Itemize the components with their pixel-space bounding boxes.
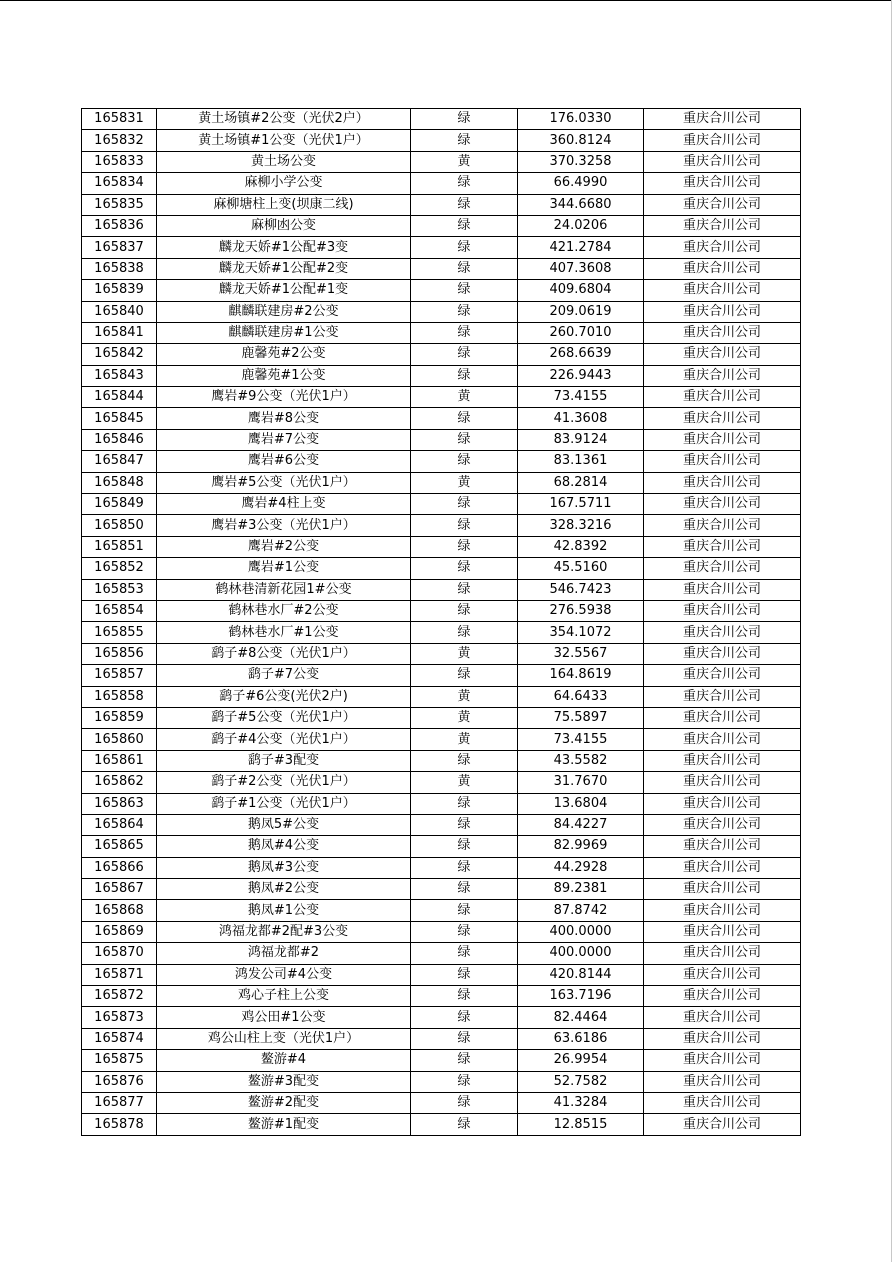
value-cell: 82.9969 xyxy=(518,836,644,857)
company-cell: 重庆合川公司 xyxy=(644,1092,801,1113)
status-cell: 绿 xyxy=(411,622,518,643)
status-cell: 绿 xyxy=(411,986,518,1007)
status-cell: 绿 xyxy=(411,1092,518,1113)
transformer-name-cell: 鹰岩#5公变（光伏1户） xyxy=(157,472,411,493)
status-cell: 绿 xyxy=(411,1114,518,1135)
table-row xyxy=(82,237,801,258)
row-id-cell: 165866 xyxy=(82,857,157,878)
company-cell: 重庆合川公司 xyxy=(644,536,801,557)
transformer-name-cell: 黄土场公变 xyxy=(157,151,411,172)
row-id-cell: 165855 xyxy=(82,622,157,643)
company-cell: 重庆合川公司 xyxy=(644,515,801,536)
status-cell: 绿 xyxy=(411,301,518,322)
transformer-name-cell: 鹰岩#8公变 xyxy=(157,408,411,429)
row-id-cell: 165860 xyxy=(82,729,157,750)
table-row xyxy=(82,173,801,194)
status-cell: 黄 xyxy=(411,707,518,728)
transformer-name-cell: 鹞子#4公变（光伏1户） xyxy=(157,729,411,750)
row-id-cell: 165872 xyxy=(82,986,157,1007)
value-cell: 41.3284 xyxy=(518,1092,644,1113)
value-cell: 82.4464 xyxy=(518,1007,644,1028)
table-row xyxy=(82,322,801,343)
table-row xyxy=(82,515,801,536)
table-row xyxy=(82,1114,801,1135)
company-cell: 重庆合川公司 xyxy=(644,322,801,343)
value-cell: 421.2784 xyxy=(518,237,644,258)
transformer-name-cell: 鹰岩#4柱上变 xyxy=(157,494,411,515)
transformer-name-cell: 鹞子#8公变（光伏1户） xyxy=(157,643,411,664)
status-cell: 绿 xyxy=(411,344,518,365)
transformer-name-cell: 黄土场镇#1公变（光伏1户） xyxy=(157,130,411,151)
value-cell: 226.9443 xyxy=(518,365,644,386)
value-cell: 42.8392 xyxy=(518,536,644,557)
company-cell: 重庆合川公司 xyxy=(644,900,801,921)
table-row xyxy=(82,579,801,600)
transformer-name-cell: 麻柳小学公变 xyxy=(157,173,411,194)
transformer-name-cell: 鹞子#7公变 xyxy=(157,665,411,686)
value-cell: 167.5711 xyxy=(518,494,644,515)
value-cell: 26.9954 xyxy=(518,1050,644,1071)
table-row xyxy=(82,772,801,793)
company-cell: 重庆合川公司 xyxy=(644,750,801,771)
row-id-cell: 165831 xyxy=(82,109,157,130)
transformer-name-cell: 鹅凤#1公变 xyxy=(157,900,411,921)
status-cell: 黄 xyxy=(411,729,518,750)
transformer-name-cell: 鳌游#1配变 xyxy=(157,1114,411,1135)
value-cell: 32.5567 xyxy=(518,643,644,664)
status-cell: 绿 xyxy=(411,943,518,964)
row-id-cell: 165870 xyxy=(82,943,157,964)
company-cell: 重庆合川公司 xyxy=(644,857,801,878)
table-row xyxy=(82,1007,801,1028)
table-row xyxy=(82,750,801,771)
row-id-cell: 165836 xyxy=(82,215,157,236)
row-id-cell: 165874 xyxy=(82,1028,157,1049)
status-cell: 绿 xyxy=(411,280,518,301)
row-id-cell: 165847 xyxy=(82,451,157,472)
company-cell: 重庆合川公司 xyxy=(644,1114,801,1135)
table-row xyxy=(82,729,801,750)
value-cell: 13.6804 xyxy=(518,793,644,814)
row-id-cell: 165867 xyxy=(82,879,157,900)
transformer-name-cell: 鸡心子柱上公变 xyxy=(157,986,411,1007)
status-cell: 黄 xyxy=(411,643,518,664)
status-cell: 绿 xyxy=(411,921,518,942)
company-cell: 重庆合川公司 xyxy=(644,194,801,215)
value-cell: 164.8619 xyxy=(518,665,644,686)
table-row xyxy=(82,301,801,322)
transformer-name-cell: 鹞子#6公变(光伏2户) xyxy=(157,686,411,707)
company-cell: 重庆合川公司 xyxy=(644,109,801,130)
company-cell: 重庆合川公司 xyxy=(644,964,801,985)
row-id-cell: 165876 xyxy=(82,1071,157,1092)
table-row xyxy=(82,986,801,1007)
transformer-name-cell: 麻柳塘柱上变(坝康二线) xyxy=(157,194,411,215)
table-row xyxy=(82,814,801,835)
status-cell: 绿 xyxy=(411,1028,518,1049)
value-cell: 209.0619 xyxy=(518,301,644,322)
row-id-cell: 165838 xyxy=(82,258,157,279)
company-cell: 重庆合川公司 xyxy=(644,301,801,322)
table-row xyxy=(82,365,801,386)
table-row xyxy=(82,793,801,814)
company-cell: 重庆合川公司 xyxy=(644,921,801,942)
status-cell: 绿 xyxy=(411,322,518,343)
row-id-cell: 165865 xyxy=(82,836,157,857)
company-cell: 重庆合川公司 xyxy=(644,451,801,472)
row-id-cell: 165862 xyxy=(82,772,157,793)
value-cell: 420.8144 xyxy=(518,964,644,985)
table-row xyxy=(82,280,801,301)
company-cell: 重庆合川公司 xyxy=(644,237,801,258)
company-cell: 重庆合川公司 xyxy=(644,1028,801,1049)
company-cell: 重庆合川公司 xyxy=(644,643,801,664)
company-cell: 重庆合川公司 xyxy=(644,558,801,579)
status-cell: 绿 xyxy=(411,429,518,450)
value-cell: 83.9124 xyxy=(518,429,644,450)
table-row xyxy=(82,258,801,279)
transformer-name-cell: 鹿馨苑#2公变 xyxy=(157,344,411,365)
company-cell: 重庆合川公司 xyxy=(644,130,801,151)
table-row xyxy=(82,622,801,643)
value-cell: 87.8742 xyxy=(518,900,644,921)
row-id-cell: 165856 xyxy=(82,643,157,664)
table-row xyxy=(82,836,801,857)
status-cell: 绿 xyxy=(411,365,518,386)
row-id-cell: 165861 xyxy=(82,750,157,771)
status-cell: 绿 xyxy=(411,579,518,600)
transformer-name-cell: 麒麟联建房#1公变 xyxy=(157,322,411,343)
status-cell: 绿 xyxy=(411,814,518,835)
value-cell: 176.0330 xyxy=(518,109,644,130)
value-cell: 64.6433 xyxy=(518,686,644,707)
company-cell: 重庆合川公司 xyxy=(644,365,801,386)
value-cell: 44.2928 xyxy=(518,857,644,878)
table-row xyxy=(82,943,801,964)
company-cell: 重庆合川公司 xyxy=(644,494,801,515)
status-cell: 绿 xyxy=(411,215,518,236)
table-row xyxy=(82,643,801,664)
status-cell: 绿 xyxy=(411,173,518,194)
table-row xyxy=(82,558,801,579)
value-cell: 75.5897 xyxy=(518,707,644,728)
company-cell: 重庆合川公司 xyxy=(644,1071,801,1092)
company-cell: 重庆合川公司 xyxy=(644,772,801,793)
table-row xyxy=(82,109,801,130)
row-id-cell: 165863 xyxy=(82,793,157,814)
transformer-name-cell: 麻柳凼公变 xyxy=(157,215,411,236)
value-cell: 409.6804 xyxy=(518,280,644,301)
transformer-name-cell: 鳌游#3配变 xyxy=(157,1071,411,1092)
company-cell: 重庆合川公司 xyxy=(644,1050,801,1071)
table-row xyxy=(82,494,801,515)
row-id-cell: 165875 xyxy=(82,1050,157,1071)
company-cell: 重庆合川公司 xyxy=(644,814,801,835)
status-cell: 绿 xyxy=(411,130,518,151)
status-cell: 黄 xyxy=(411,686,518,707)
status-cell: 绿 xyxy=(411,408,518,429)
transformer-name-cell: 鹅凤#2公变 xyxy=(157,879,411,900)
value-cell: 41.3608 xyxy=(518,408,644,429)
value-cell: 66.4990 xyxy=(518,173,644,194)
table-row xyxy=(82,472,801,493)
value-cell: 328.3216 xyxy=(518,515,644,536)
status-cell: 绿 xyxy=(411,1071,518,1092)
company-cell: 重庆合川公司 xyxy=(644,387,801,408)
status-cell: 绿 xyxy=(411,793,518,814)
table-row xyxy=(82,921,801,942)
row-id-cell: 165832 xyxy=(82,130,157,151)
table-row xyxy=(82,408,801,429)
value-cell: 163.7196 xyxy=(518,986,644,1007)
value-cell: 43.5582 xyxy=(518,750,644,771)
transformer-name-cell: 鹰岩#9公变（光伏1户） xyxy=(157,387,411,408)
status-cell: 绿 xyxy=(411,515,518,536)
row-id-cell: 165849 xyxy=(82,494,157,515)
table-row xyxy=(82,857,801,878)
transformer-name-cell: 鳌游#2配变 xyxy=(157,1092,411,1113)
row-id-cell: 165864 xyxy=(82,814,157,835)
transformer-name-cell: 鹤林巷水厂#2公变 xyxy=(157,600,411,621)
row-id-cell: 165868 xyxy=(82,900,157,921)
row-id-cell: 165877 xyxy=(82,1092,157,1113)
company-cell: 重庆合川公司 xyxy=(644,408,801,429)
status-cell: 绿 xyxy=(411,857,518,878)
status-cell: 黄 xyxy=(411,472,518,493)
table-row xyxy=(82,215,801,236)
value-cell: 63.6186 xyxy=(518,1028,644,1049)
transformer-name-cell: 鹞子#5公变（光伏1户） xyxy=(157,707,411,728)
transformer-name-cell: 鸡公山柱上变（光伏1户） xyxy=(157,1028,411,1049)
row-id-cell: 165878 xyxy=(82,1114,157,1135)
row-id-cell: 165873 xyxy=(82,1007,157,1028)
transformer-name-cell: 鹰岩#7公变 xyxy=(157,429,411,450)
value-cell: 45.5160 xyxy=(518,558,644,579)
value-cell: 12.8515 xyxy=(518,1114,644,1135)
row-id-cell: 165842 xyxy=(82,344,157,365)
transformer-name-cell: 鳌游#4 xyxy=(157,1050,411,1071)
transformer-name-cell: 黄土场镇#2公变（光伏2户） xyxy=(157,109,411,130)
row-id-cell: 165843 xyxy=(82,365,157,386)
company-cell: 重庆合川公司 xyxy=(644,429,801,450)
transformer-name-cell: 鹅凤#3公变 xyxy=(157,857,411,878)
transformer-name-cell: 鸿发公司#4公变 xyxy=(157,964,411,985)
table-row xyxy=(82,429,801,450)
row-id-cell: 165869 xyxy=(82,921,157,942)
row-id-cell: 165852 xyxy=(82,558,157,579)
transformer-name-cell: 麒麟联建房#2公变 xyxy=(157,301,411,322)
company-cell: 重庆合川公司 xyxy=(644,472,801,493)
company-cell: 重庆合川公司 xyxy=(644,943,801,964)
value-cell: 276.5938 xyxy=(518,600,644,621)
row-id-cell: 165834 xyxy=(82,173,157,194)
row-id-cell: 165840 xyxy=(82,301,157,322)
status-cell: 绿 xyxy=(411,1050,518,1071)
value-cell: 370.3258 xyxy=(518,151,644,172)
row-id-cell: 165833 xyxy=(82,151,157,172)
value-cell: 24.0206 xyxy=(518,215,644,236)
status-cell: 绿 xyxy=(411,558,518,579)
value-cell: 83.1361 xyxy=(518,451,644,472)
table-row xyxy=(82,707,801,728)
row-id-cell: 165845 xyxy=(82,408,157,429)
table-row xyxy=(82,1028,801,1049)
table-row xyxy=(82,879,801,900)
page-top-border xyxy=(0,0,892,1)
company-cell: 重庆合川公司 xyxy=(644,258,801,279)
status-cell: 绿 xyxy=(411,1007,518,1028)
status-cell: 黄 xyxy=(411,151,518,172)
row-id-cell: 165871 xyxy=(82,964,157,985)
company-cell: 重庆合川公司 xyxy=(644,600,801,621)
transformer-name-cell: 鹅凤5#公变 xyxy=(157,814,411,835)
value-cell: 268.6639 xyxy=(518,344,644,365)
transformer-name-cell: 鸿福龙都#2配#3公变 xyxy=(157,921,411,942)
row-id-cell: 165851 xyxy=(82,536,157,557)
status-cell: 绿 xyxy=(411,237,518,258)
status-cell: 绿 xyxy=(411,494,518,515)
row-id-cell: 165839 xyxy=(82,280,157,301)
status-cell: 绿 xyxy=(411,964,518,985)
status-cell: 绿 xyxy=(411,451,518,472)
table-row xyxy=(82,900,801,921)
status-cell: 绿 xyxy=(411,109,518,130)
transformer-name-cell: 鹞子#1公变（光伏1户） xyxy=(157,793,411,814)
value-cell: 360.8124 xyxy=(518,130,644,151)
transformer-name-cell: 鹤林巷水厂#1公变 xyxy=(157,622,411,643)
company-cell: 重庆合川公司 xyxy=(644,215,801,236)
transformer-name-cell: 鸡公田#1公变 xyxy=(157,1007,411,1028)
company-cell: 重庆合川公司 xyxy=(644,729,801,750)
table-row xyxy=(82,194,801,215)
company-cell: 重庆合川公司 xyxy=(644,707,801,728)
value-cell: 68.2814 xyxy=(518,472,644,493)
table-row xyxy=(82,964,801,985)
row-id-cell: 165854 xyxy=(82,600,157,621)
company-cell: 重庆合川公司 xyxy=(644,879,801,900)
company-cell: 重庆合川公司 xyxy=(644,173,801,194)
transformer-name-cell: 鹰岩#6公变 xyxy=(157,451,411,472)
transformer-name-cell: 麟龙天娇#1公配#3变 xyxy=(157,237,411,258)
row-id-cell: 165846 xyxy=(82,429,157,450)
company-cell: 重庆合川公司 xyxy=(644,1007,801,1028)
status-cell: 绿 xyxy=(411,750,518,771)
company-cell: 重庆合川公司 xyxy=(644,665,801,686)
status-cell: 黄 xyxy=(411,387,518,408)
company-cell: 重庆合川公司 xyxy=(644,579,801,600)
transformer-name-cell: 麟龙天娇#1公配#2变 xyxy=(157,258,411,279)
value-cell: 400.0000 xyxy=(518,943,644,964)
row-id-cell: 165841 xyxy=(82,322,157,343)
status-cell: 绿 xyxy=(411,600,518,621)
company-cell: 重庆合川公司 xyxy=(644,836,801,857)
value-cell: 52.7582 xyxy=(518,1071,644,1092)
table-row xyxy=(82,600,801,621)
status-cell: 绿 xyxy=(411,665,518,686)
company-cell: 重庆合川公司 xyxy=(644,986,801,1007)
transformer-name-cell: 鹰岩#3公变（光伏1户） xyxy=(157,515,411,536)
value-cell: 344.6680 xyxy=(518,194,644,215)
company-cell: 重庆合川公司 xyxy=(644,280,801,301)
table-body xyxy=(82,109,801,1136)
status-cell: 绿 xyxy=(411,258,518,279)
table-row xyxy=(82,1092,801,1113)
status-cell: 绿 xyxy=(411,536,518,557)
company-cell: 重庆合川公司 xyxy=(644,622,801,643)
value-cell: 400.0000 xyxy=(518,921,644,942)
table-row xyxy=(82,686,801,707)
value-cell: 84.4227 xyxy=(518,814,644,835)
status-cell: 绿 xyxy=(411,900,518,921)
table-row xyxy=(82,451,801,472)
row-id-cell: 165837 xyxy=(82,237,157,258)
company-cell: 重庆合川公司 xyxy=(644,686,801,707)
value-cell: 546.7423 xyxy=(518,579,644,600)
company-cell: 重庆合川公司 xyxy=(644,151,801,172)
company-cell: 重庆合川公司 xyxy=(644,344,801,365)
transformer-name-cell: 鹞子#2公变（光伏1户） xyxy=(157,772,411,793)
row-id-cell: 165848 xyxy=(82,472,157,493)
value-cell: 260.7010 xyxy=(518,322,644,343)
transformer-name-cell: 鹞子#3配变 xyxy=(157,750,411,771)
table-row xyxy=(82,344,801,365)
transformer-name-cell: 鸿福龙都#2 xyxy=(157,943,411,964)
value-cell: 89.2381 xyxy=(518,879,644,900)
status-cell: 绿 xyxy=(411,194,518,215)
table-row xyxy=(82,151,801,172)
row-id-cell: 165858 xyxy=(82,686,157,707)
row-id-cell: 165857 xyxy=(82,665,157,686)
row-id-cell: 165835 xyxy=(82,194,157,215)
row-id-cell: 165859 xyxy=(82,707,157,728)
table-row xyxy=(82,387,801,408)
table-row xyxy=(82,1071,801,1092)
table-row xyxy=(82,536,801,557)
table-row xyxy=(82,1050,801,1071)
status-cell: 黄 xyxy=(411,772,518,793)
status-cell: 绿 xyxy=(411,879,518,900)
transformer-name-cell: 鹤林巷清新花园1#公变 xyxy=(157,579,411,600)
transformer-name-cell: 鹰岩#2公变 xyxy=(157,536,411,557)
transformer-name-cell: 鹰岩#1公变 xyxy=(157,558,411,579)
value-cell: 31.7670 xyxy=(518,772,644,793)
status-cell: 绿 xyxy=(411,836,518,857)
company-cell: 重庆合川公司 xyxy=(644,793,801,814)
value-cell: 354.1072 xyxy=(518,622,644,643)
value-cell: 73.4155 xyxy=(518,387,644,408)
transformer-name-cell: 鹿馨苑#1公变 xyxy=(157,365,411,386)
value-cell: 73.4155 xyxy=(518,729,644,750)
transformer-name-cell: 鹅凤#4公变 xyxy=(157,836,411,857)
value-cell: 407.3608 xyxy=(518,258,644,279)
row-id-cell: 165853 xyxy=(82,579,157,600)
transformer-table xyxy=(81,108,801,1136)
table-row xyxy=(82,665,801,686)
table-row xyxy=(82,130,801,151)
row-id-cell: 165850 xyxy=(82,515,157,536)
row-id-cell: 165844 xyxy=(82,387,157,408)
transformer-name-cell: 麟龙天娇#1公配#1变 xyxy=(157,280,411,301)
